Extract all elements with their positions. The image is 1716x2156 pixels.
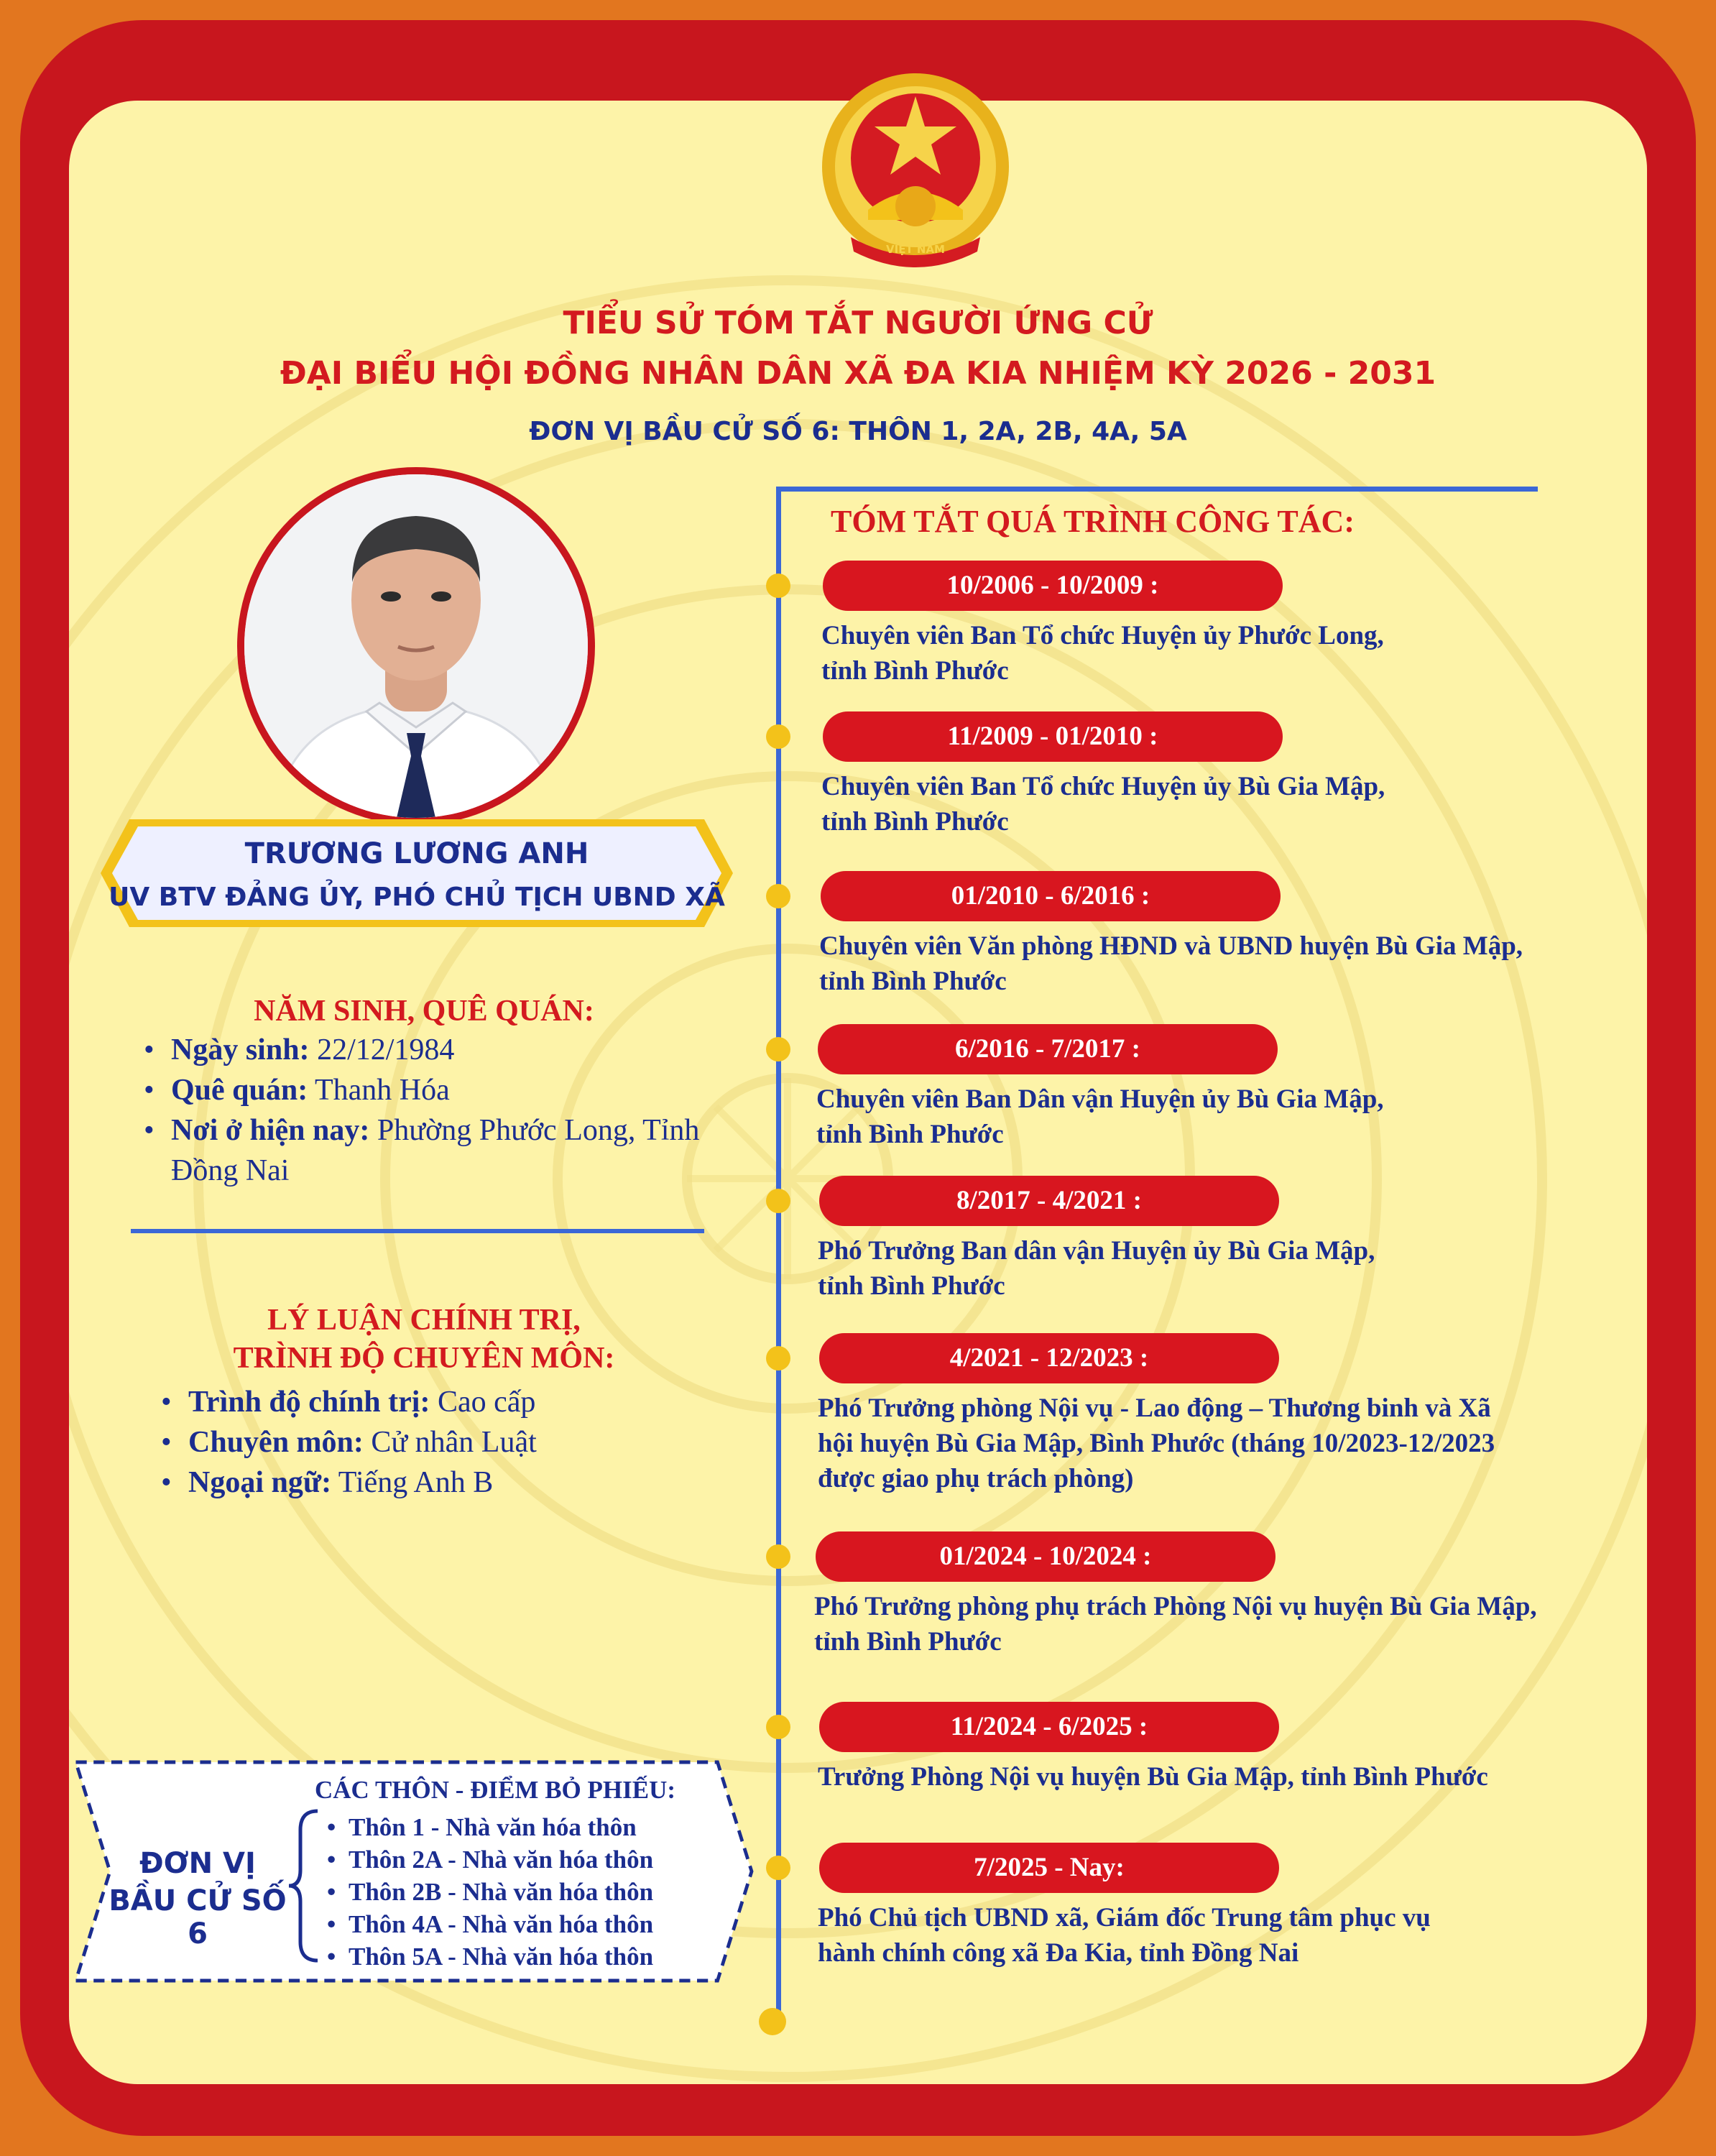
electoral-unit-subtitle: ĐƠN VỊ BẦU CỬ SỐ 6: THÔN 1, 2A, 2B, 4A, 5A <box>529 417 1187 446</box>
birth-section-title: NĂM SINH, QUÊ QUÁN: <box>254 995 594 1028</box>
period-pill: 7/2025 - Nay: <box>819 1843 1279 1893</box>
description-line: tỉnh Bình Phước <box>821 807 1009 837</box>
item-label: Quê quán: <box>171 1074 308 1107</box>
item-value: Phường Phước Long, Tỉnh Đồng Nai <box>171 1114 700 1187</box>
list-item: • Thôn 1 - Nhà văn hóa thôn <box>327 1811 729 1843</box>
item-value: 22/12/1984 <box>309 1033 455 1067</box>
description-line: tỉnh Bình Phước <box>819 967 1007 996</box>
description-line: Chuyên viên Ban Tổ chức Huyện ủy Phước Long, <box>821 621 1384 650</box>
description-line: tỉnh Bình Phước <box>818 1271 1005 1301</box>
item-value: Thanh Hóa <box>308 1074 450 1107</box>
career-description <box>821 618 1648 688</box>
timeline-top-rule <box>776 487 1538 492</box>
timeline-dot <box>766 573 790 598</box>
list-item <box>144 1070 747 1110</box>
name-banner <box>101 812 733 934</box>
voting-unit-label-line-2: BẦU CỬ SỐ 6 <box>109 1884 287 1950</box>
list-item: • Thôn 2A - Nhà văn hóa thôn <box>327 1843 729 1876</box>
list-item <box>144 1110 747 1191</box>
timeline-dot <box>766 1037 790 1061</box>
person-portrait-icon <box>244 474 588 818</box>
list-item <box>161 1382 765 1422</box>
education-section-title: LÝ LUẬN CHÍNH TRỊ, <box>267 1304 581 1337</box>
svg-text:VIỆT NAM: VIỆT NAM <box>886 243 945 256</box>
list-item: • Thôn 4A - Nhà văn hóa thôn <box>327 1908 729 1940</box>
career-description <box>818 1759 1644 1795</box>
description-line: Chuyên viên Ban Tổ chức Huyện ủy Bù Gia Mập, <box>821 772 1385 801</box>
period-pill: 11/2024 - 6/2025 : <box>819 1702 1279 1752</box>
timeline-dot <box>766 1544 790 1569</box>
period-pill: 11/2009 - 01/2010 : <box>823 711 1283 762</box>
description-line: Phó Trưởng phòng phụ trách Phòng Nội vụ huyện Bù Gia Mập, <box>814 1592 1537 1621</box>
timeline-dot <box>766 1856 790 1880</box>
education-info-list <box>161 1382 765 1503</box>
description-line: tỉnh Bình Phước <box>821 656 1009 686</box>
description-line: Phó Trưởng Ban dân vận Huyện ủy Bù Gia Mập, <box>818 1236 1375 1266</box>
candidate-photo <box>244 474 588 818</box>
career-description <box>818 1391 1644 1496</box>
polling-stations-title: CÁC THÔN - ĐIỂM BỎ PHIẾU: <box>315 1776 676 1804</box>
section-divider <box>131 1229 704 1233</box>
curly-brace-icon <box>286 1808 322 1963</box>
item-label: Nơi ở hiện nay: <box>171 1114 370 1147</box>
description-line: Chuyên viên Văn phòng HĐND và UBND huyện Bù Gia Mập, <box>819 931 1523 961</box>
voting-unit-label: ĐƠN VỊ <box>139 1847 256 1880</box>
item-label: Ngoại ngữ: <box>188 1466 332 1499</box>
item-value: Cử nhân Luật <box>363 1426 537 1459</box>
timeline-end-dot <box>759 2008 786 2035</box>
page-title-line-2: ĐẠI BIỂU HỘI ĐỒNG NHÂN DÂN XÃ ĐA KIA NHIỆM KỲ 2026 - 2031 <box>280 355 1436 392</box>
national-emblem-icon <box>808 66 1023 282</box>
polling-stations-list <box>327 1811 729 1973</box>
education-section-title-line-2: TRÌNH ĐỘ CHUYÊN MÔN: <box>233 1342 615 1375</box>
description-line: Phó Chủ tịch UBND xã, Giám đốc Trung tâm phục vụ <box>818 1903 1431 1932</box>
period-pill: 8/2017 - 4/2021 : <box>819 1176 1279 1226</box>
description-line: tỉnh Bình Phước <box>814 1627 1002 1657</box>
candidate-name: TRƯƠNG LƯƠNG ANH <box>244 837 589 870</box>
item-value: Tiếng Anh B <box>331 1466 494 1499</box>
career-description <box>818 1233 1644 1304</box>
item-label: Ngày sinh: <box>171 1033 310 1067</box>
period-pill: 4/2021 - 12/2023 : <box>819 1333 1279 1383</box>
description-line: được giao phụ trách phòng) <box>818 1464 1134 1493</box>
item-label: Chuyên môn: <box>188 1426 364 1459</box>
career-description <box>821 769 1648 839</box>
period-pill: 10/2006 - 10/2009 : <box>823 561 1283 611</box>
list-item <box>161 1462 765 1503</box>
period-pill: 01/2024 - 10/2024 : <box>816 1531 1276 1582</box>
career-description <box>819 929 1646 999</box>
period-pill: 6/2016 - 7/2017 : <box>818 1024 1278 1074</box>
list-item <box>144 1030 747 1070</box>
timeline-dot <box>766 1189 790 1213</box>
birth-info-list <box>144 1030 747 1191</box>
description-line: Chuyên viên Ban Dân vận Huyện ủy Bù Gia Mập, <box>816 1084 1384 1114</box>
career-description <box>818 1900 1644 1971</box>
list-item <box>161 1422 765 1462</box>
description-line: Trưởng Phòng Nội vụ huyện Bù Gia Mập, tỉnh Bình Phước <box>818 1762 1488 1792</box>
description-line: Phó Trưởng phòng Nội vụ - Lao động – Thương binh và Xã <box>818 1393 1491 1423</box>
timeline-dot <box>766 724 790 749</box>
period-pill: 01/2010 - 6/2016 : <box>821 871 1281 921</box>
timeline-dot <box>766 884 790 908</box>
description-line: hành chính công xã Đa Kia, tỉnh Đồng Nai <box>818 1938 1299 1968</box>
timeline-line <box>776 487 781 2026</box>
timeline-dot <box>766 1715 790 1739</box>
list-item: • Thôn 2B - Nhà văn hóa thôn <box>327 1876 729 1908</box>
list-item: • Thôn 5A - Nhà văn hóa thôn <box>327 1940 729 1973</box>
career-summary-title: TÓM TẮT QUÁ TRÌNH CÔNG TÁC: <box>831 504 1355 539</box>
candidate-position: UV BTV ĐẢNG ỦY, PHÓ CHỦ TỊCH UBND XÃ <box>109 883 725 912</box>
description-line: tỉnh Bình Phước <box>816 1120 1004 1149</box>
career-description <box>816 1082 1643 1152</box>
item-value: Cao cấp <box>430 1386 536 1419</box>
item-label: Trình độ chính trị: <box>188 1386 430 1419</box>
page-title: TIỂU SỬ TÓM TẮT NGƯỜI ỨNG CỬ <box>563 305 1153 341</box>
description-line: hội huyện Bù Gia Mập, Bình Phước (tháng 10/2023-12/2023 <box>818 1429 1495 1458</box>
career-description <box>814 1589 1641 1659</box>
